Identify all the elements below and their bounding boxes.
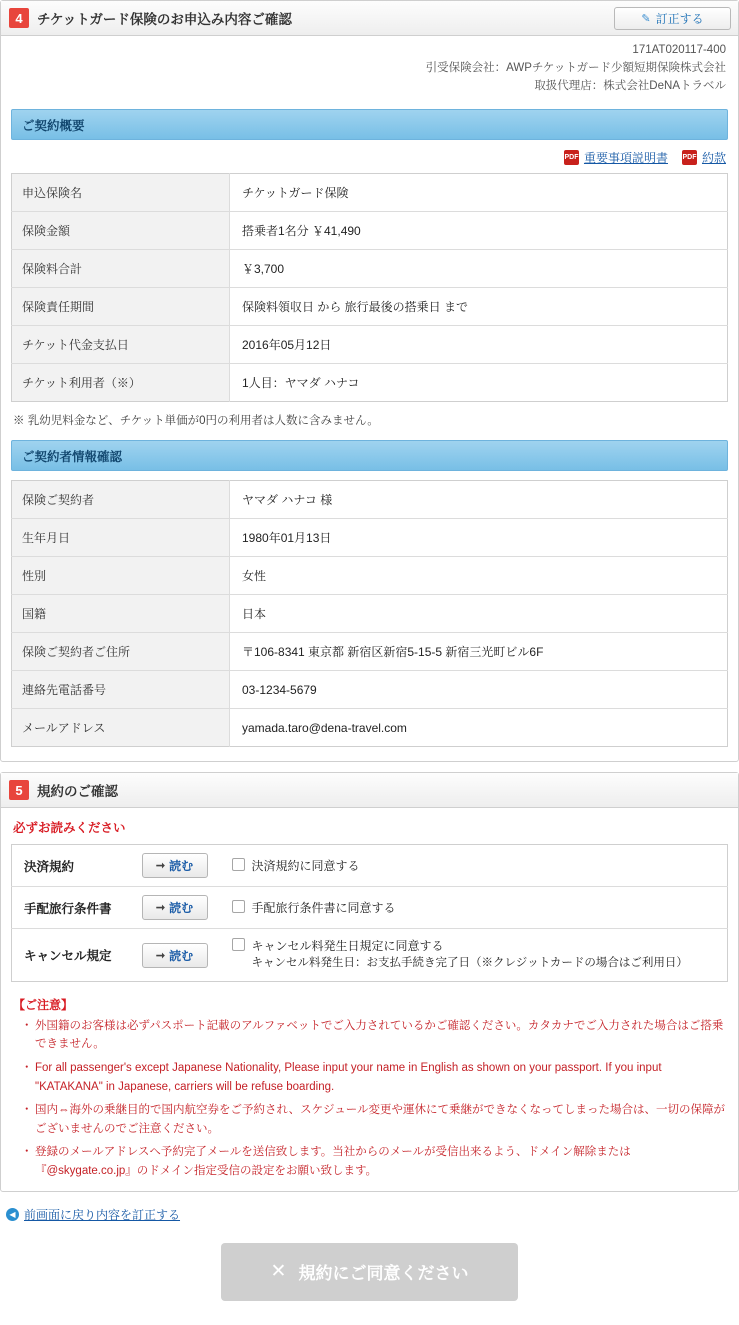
row-label: 国籍 — [12, 595, 230, 633]
table-row — [12, 326, 728, 364]
read-button-label: 読む — [169, 948, 194, 963]
row-label: 保険ご契約者 — [12, 481, 230, 519]
terms-label: キャンセル規定 — [24, 949, 112, 964]
row-label: チケット利用者（※） — [12, 364, 230, 402]
edit-button-label: 訂正する — [655, 12, 704, 26]
subheader-contractor-info: ご契約者情報確認 — [11, 440, 728, 471]
must-read-label: 必ずお読みください — [13, 821, 126, 836]
agency-text: 取扱代理店：株式会社DeNAトラベル — [534, 79, 726, 92]
row-value: 保険料領収日 から 旅行最後の搭乗日 まで — [230, 288, 728, 326]
section-terms-confirm — [0, 772, 739, 1191]
subheader-contract-overview: ご契約概要 — [11, 109, 728, 140]
x-icon: ✕ — [270, 1261, 287, 1283]
caution-heading: 【ご注意】 — [13, 997, 74, 1012]
row-label: 保険責任期間 — [12, 288, 230, 326]
row-label: メールアドレス — [12, 709, 230, 747]
row-value: yamada.taro@dena-travel.com — [242, 720, 407, 735]
read-button-label: 読む — [169, 901, 194, 916]
row-value: 搭乗者1名分 ￥41,490 — [230, 212, 728, 250]
table-row — [12, 671, 728, 709]
row-label: 保険ご契約者ご住所 — [12, 633, 230, 671]
step-number-badge: 5 — [9, 780, 29, 800]
read-button-cancellation-policy[interactable] — [142, 943, 208, 968]
row-label: 申込保険名 — [12, 174, 230, 212]
table-row — [12, 212, 728, 250]
table-row — [12, 250, 728, 288]
table-contract-overview — [11, 173, 728, 402]
pdf-icon: PDF — [682, 150, 697, 165]
arrow-right-icon: ➞ — [155, 949, 166, 962]
table-row — [12, 364, 728, 402]
read-button-label: 読む — [169, 859, 194, 874]
row-value: 03-1234-5679 — [230, 671, 728, 709]
terms-label: 手配旅行条件書 — [12, 887, 142, 929]
section-5-header — [1, 773, 738, 808]
section-title: 規約のご確認 — [37, 784, 118, 800]
pdf-icon: PDF — [564, 150, 579, 165]
submit-button-disabled[interactable] — [221, 1243, 518, 1301]
pdf-link-label: 重要事項説明書 — [583, 151, 668, 166]
list-item — [12, 845, 728, 887]
back-link[interactable] — [6, 1206, 739, 1223]
table-row — [12, 519, 728, 557]
terms-label: 決済規約 — [12, 845, 142, 887]
row-value: ￥3,700 — [230, 250, 728, 288]
insurance-meta — [1, 36, 738, 103]
row-value: 女性 — [230, 557, 728, 595]
edit-button[interactable] — [614, 7, 731, 30]
row-value: 1人目：ヤマダ ハナコ — [242, 376, 360, 391]
row-label: 生年月日 — [12, 519, 230, 557]
table-row — [12, 174, 728, 212]
table-row — [12, 288, 728, 326]
table-row — [12, 709, 728, 747]
pdf-link-label: 約款 — [701, 151, 726, 166]
submit-button-label: 規約にご同意ください — [298, 1264, 469, 1284]
table-contractor-info — [11, 480, 728, 747]
checkbox-travel-conditions[interactable] — [232, 900, 245, 913]
arrow-right-icon: ➞ — [155, 902, 166, 915]
back-link-label: 前画面に戻り内容を訂正する — [24, 1207, 181, 1222]
read-button-payment-terms[interactable] — [142, 853, 208, 878]
row-value: 日本 — [230, 595, 728, 633]
insurance-code: 171AT020117-400 — [632, 44, 726, 56]
list-item: ・ 国内⇔海外の乗継目的で国内航空券をご予約され、スケジュール変更や運休にて乗継ができなくなってしまった場合は、一切の保障がございませんのでご注意ください。 — [27, 1101, 726, 1138]
arrow-left-circle-icon: ◀ — [6, 1208, 19, 1221]
checkbox-label: 手配旅行条件書に同意する — [251, 900, 396, 915]
row-label: 保険金額 — [12, 212, 230, 250]
row-value: 〒106-8341 東京都 新宿区新宿5-15-5 新宿三光町ビル6F — [230, 633, 728, 671]
table-row — [12, 557, 728, 595]
step-number-badge: 4 — [9, 8, 29, 28]
checkbox-sublabel: キャンセル料発生日：お支払手続き完了日（※クレジットカードの場合はご利用日） — [251, 957, 688, 970]
arrow-right-icon: ➞ — [155, 860, 166, 873]
pencil-icon: ✎ — [641, 13, 651, 25]
pdf-link-terms[interactable] — [682, 149, 726, 166]
row-value: 2016年05月12日 — [230, 326, 728, 364]
underwriter-text: 引受保険会社：AWPチケットガード少額短期保険株式会社 — [425, 61, 726, 74]
row-label: 連絡先電話番号 — [12, 671, 230, 709]
list-item — [12, 929, 728, 981]
overview-note: ※ 乳幼児料金など、チケット単価が0円の利用者は人数に含みません。 — [13, 415, 379, 428]
table-row — [12, 481, 728, 519]
caution-list — [13, 1017, 726, 1181]
section-4-header — [1, 1, 738, 36]
submit-area — [0, 1233, 739, 1325]
checkbox-label: 決済規約に同意する — [251, 858, 360, 873]
list-item: ・ For all passenger's except Japanese Nationality, Please input your name in English as shown on your passport. If you input "KATAKANA" in Japanese, carriers will be refuse boarding. — [27, 1059, 726, 1096]
row-value: 1980年01月13日 — [230, 519, 728, 557]
table-terms — [11, 844, 728, 981]
row-label: 性別 — [12, 557, 230, 595]
checkbox-label: キャンセル料発生日規定に同意する — [251, 939, 444, 954]
page-title: チケットガード保険のお申込み内容ご確認 — [37, 12, 292, 27]
table-row — [12, 595, 728, 633]
row-value: チケットガード保険 — [230, 174, 728, 212]
row-label: 保険料合計 — [12, 250, 230, 288]
list-item: ・ 登録のメールアドレスへ予約完了メールを送信致します。当社からのメールが受信出来るよう、ドメイン解除または『@skygate.co.jp』のドメイン指定受信の設定をお願い致します。 — [27, 1143, 726, 1180]
checkbox-cancellation-policy[interactable] — [232, 938, 245, 951]
row-value: ヤマダ ハナコ 様 — [230, 481, 728, 519]
row-label: チケット代金支払日 — [12, 326, 230, 364]
table-row — [12, 633, 728, 671]
pdf-link-important-matters[interactable] — [564, 149, 668, 166]
list-item: ・ 外国籍のお客様は必ずパスポート記載のアルファベットでご入力されているかご確認ください。カタカナでご入力された場合はご搭乗できません。 — [27, 1017, 726, 1054]
checkbox-payment-terms[interactable] — [232, 858, 245, 871]
pdf-link-group — [1, 149, 726, 166]
list-item — [12, 887, 728, 929]
read-button-travel-conditions[interactable] — [142, 895, 208, 920]
